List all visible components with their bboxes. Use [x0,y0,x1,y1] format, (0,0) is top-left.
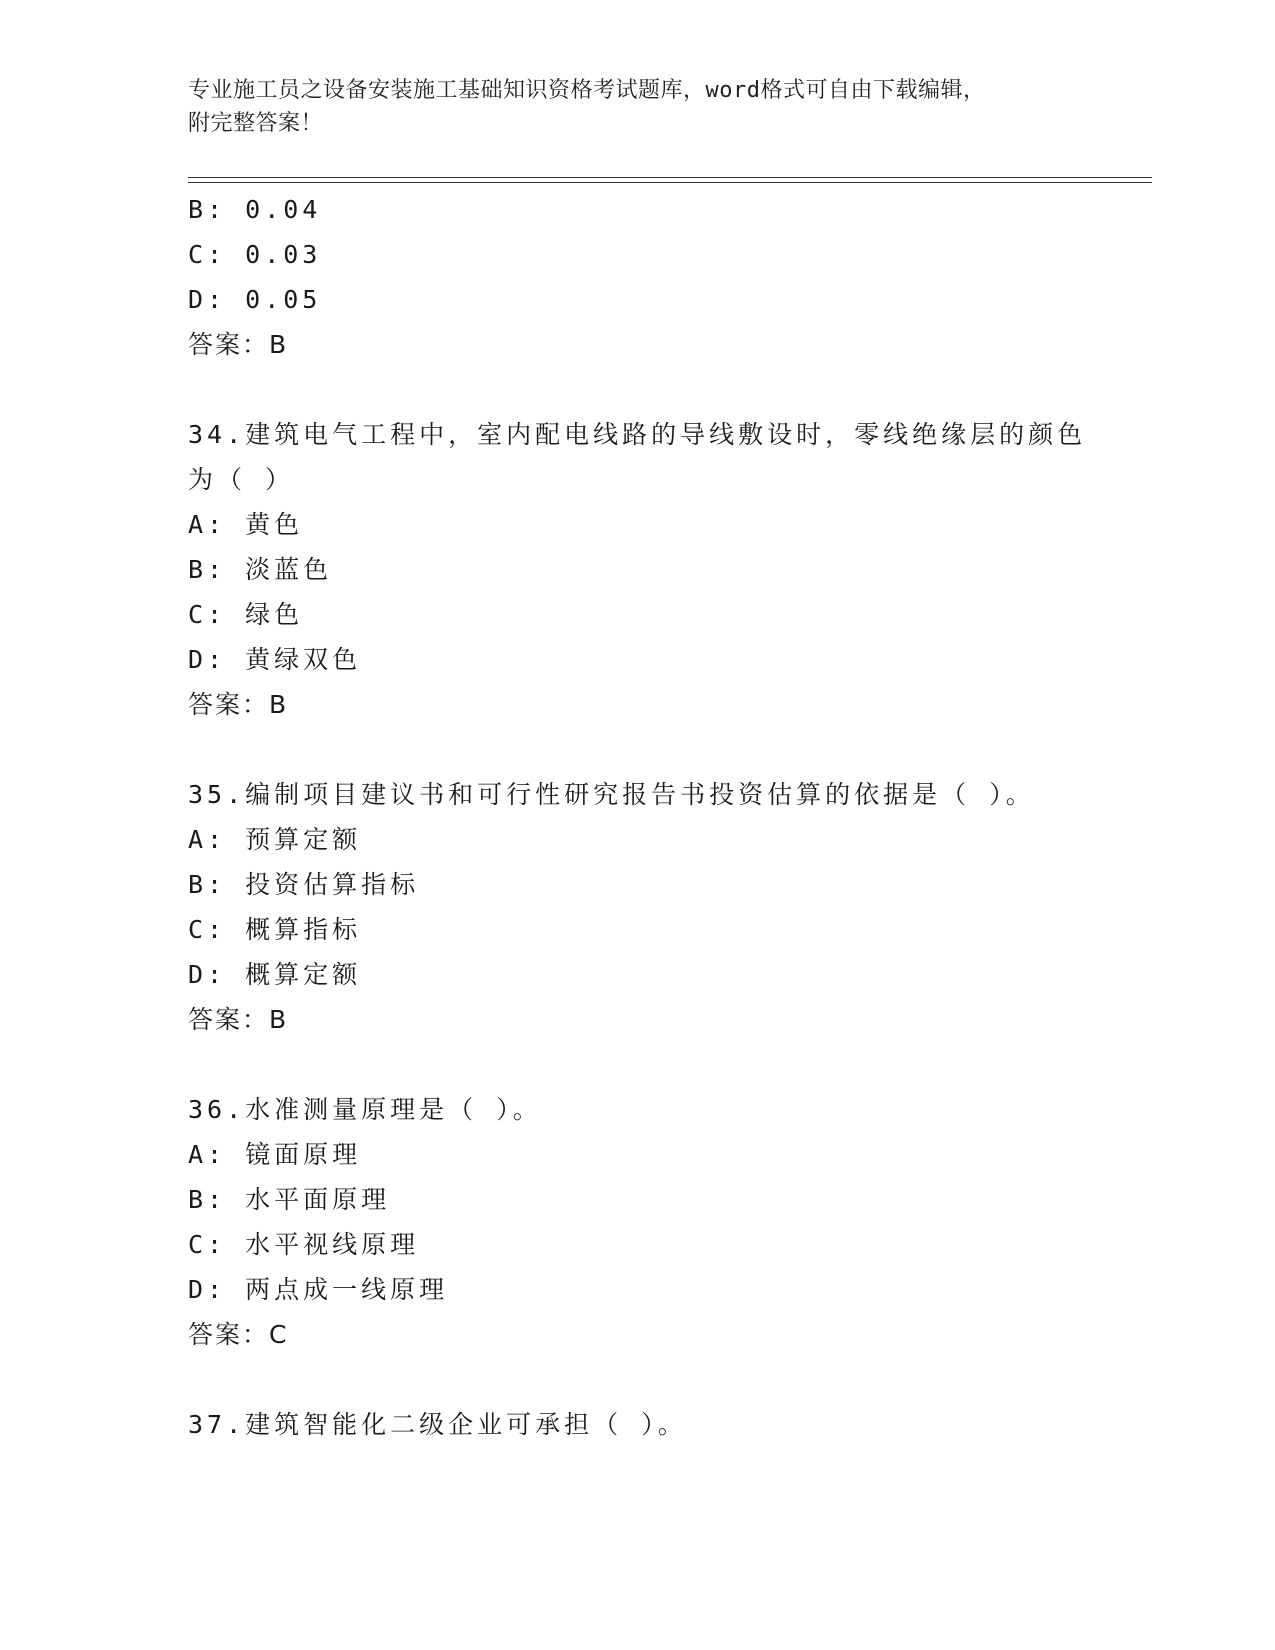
q34-stem-line-1: 34.建筑电气工程中，室内配电线路的导线敷设时，零线绝缘层的颜色 [188,420,1087,449]
q35-option-d: D: 概算定额 [188,960,362,989]
q34-option-b: B: 淡蓝色 [188,555,333,584]
q33-answer: 答案：B [188,330,289,359]
q34-stem-line-2: 为（ ） [188,465,295,494]
header-line-1: 专业施工员之设备安装施工基础知识资格考试题库，word格式可自由下载编辑， [188,78,986,103]
q36-option-c: C: 水平视线原理 [188,1230,420,1259]
q34-option-d: D: 黄绿双色 [188,645,362,674]
q36-option-a: A: 镜面原理 [188,1140,362,1169]
q33-option-d: D: 0.05 [188,285,322,314]
q34-option-c: C: 绿色 [188,600,304,629]
q35-answer: 答案：B [188,1005,289,1034]
q36-option-d: D: 两点成一线原理 [188,1275,449,1304]
q36-answer: 答案：C [188,1320,289,1349]
q34-answer: 答案：B [188,690,289,719]
q36-stem: 36.水准测量原理是（ ）。 [188,1095,542,1124]
header-line-2: 附完整答案！ [188,111,324,136]
q34-option-a: A: 黄色 [188,510,304,539]
q33-option-c: C: 0.03 [188,240,322,269]
header-rule-top [188,177,1152,178]
q37-stem: 37.建筑智能化二级企业可承担（ ）。 [188,1410,687,1439]
q35-option-b: B: 投资估算指标 [188,870,420,899]
document-header [188,74,1068,140]
header-rule-bottom [188,182,1152,183]
q35-stem: 35.编制项目建议书和可行性研究报告书投资估算的依据是（ ）。 [188,780,1035,809]
q35-option-a: A: 预算定额 [188,825,362,854]
q33-option-b: B: 0.04 [188,195,322,224]
q36-option-b: B: 水平面原理 [188,1185,391,1214]
q35-option-c: C: 概算指标 [188,915,362,944]
